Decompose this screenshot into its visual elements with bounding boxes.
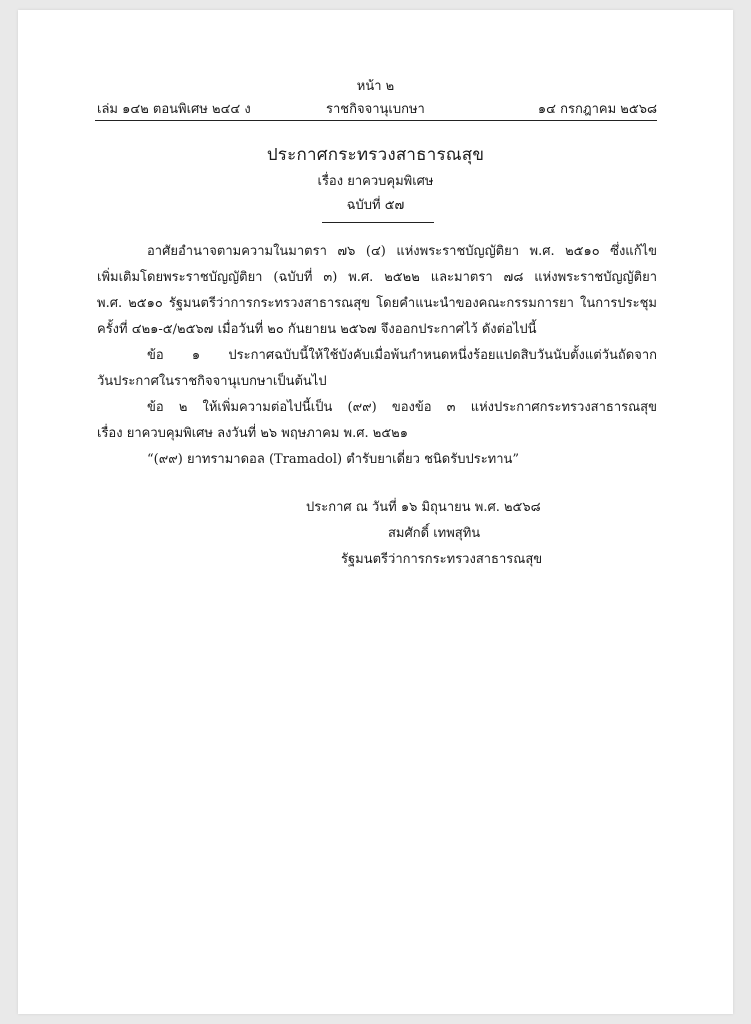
quoted-drug-item: “(๙๙) ยาทรามาดอล (Tramadol) ตำรับยาเดี่ยว ชนิดรับประทาน” [147,452,520,467]
signatory-name: สมศักดิ์ เทพสุทิน [388,526,481,541]
title-divider [322,222,434,223]
publication-date: ๑๔ กรกฎาคม ๒๕๖๘ [537,102,657,117]
document-title: ประกาศกระทรวงสาธารณสุข [266,145,485,165]
preamble-line: ครั้งที่ ๔๒๑-๕/๒๕๖๗ เมื่อวันที่ ๒๐ กันยายน ๒๕๖๗ จึงออกประกาศไว้ ดังต่อไปนี้ [97,322,537,337]
signatory-position: รัฐมนตรีว่าการกระทรวงสาธารณสุข [341,552,543,567]
gazette-header [97,98,657,116]
header-divider [95,120,657,121]
clause-1-line: วันประกาศในราชกิจจานุเบกษาเป็นต้นไป [97,374,327,389]
page-number: หน้า ๒ [356,79,395,94]
issue-number: ฉบับที่ ๕๗ [346,198,405,213]
volume-issue: เล่ม ๑๔๒ ตอนพิเศษ ๒๔๔ ง [97,102,251,117]
preamble-line: พ.ศ. ๒๕๑๐ รัฐมนตรีว่าการกระทรวงสาธารณสุข โดยคำแนะนำของคณะกรรมการยา ในการประชุม [97,296,657,311]
preamble-line: อาศัยอำนาจตามความในมาตรา ๗๖ (๔) แห่งพระราชบัญญัติยา พ.ศ. ๒๕๑๐ ซึ่งแก้ไข [147,244,657,259]
gazette-name: ราชกิจจานุเบกษา [326,102,425,117]
document-subject: เรื่อง ยาควบคุมพิเศษ [317,174,434,189]
clause-2-line: เรื่อง ยาควบคุมพิเศษ ลงวันที่ ๒๖ พฤษภาคม พ.ศ. ๒๕๒๑ [97,426,408,441]
preamble-line: เพิ่มเติมโดยพระราชบัญญัติยา (ฉบับที่ ๓) พ.ศ. ๒๕๒๒ และมาตรา ๗๘ แห่งพระราชบัญญัติยา [97,270,657,285]
announcement-date: ประกาศ ณ วันที่ ๑๖ มิถุนายน พ.ศ. ๒๕๖๘ [306,500,541,515]
clause-2-line: ข้อ ๒ ให้เพิ่มความต่อไปนี้เป็น (๙๙) ของข้อ ๓ แห่งประกาศกระทรวงสาธารณสุข [147,400,657,415]
clause-1-line: ข้อ ๑ ประกาศฉบับนี้ให้ใช้บังคับเมื่อพ้นกำหนดหนึ่งร้อยแปดสิบวันนับตั้งแต่วันถัดจาก [147,348,657,363]
